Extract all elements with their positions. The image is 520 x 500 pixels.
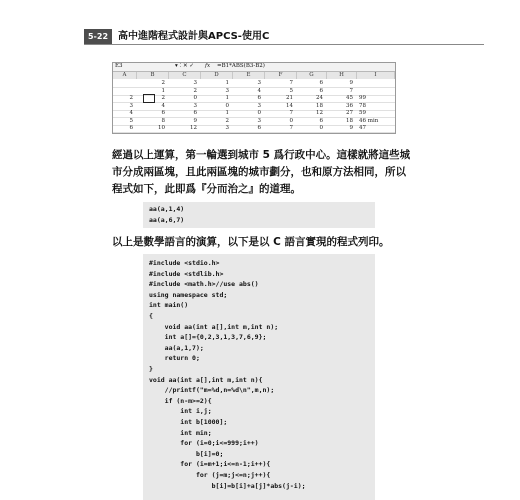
sheet-cell: 6 xyxy=(193,110,197,116)
paragraph-line: 市分成兩區塊，且此兩區塊的城市劃分，也和原方法相同，所以 xyxy=(112,166,406,178)
sheet-cell: 3 xyxy=(257,102,261,109)
sheet-cell xyxy=(359,88,391,95)
dropdown-arrow-icon: ▾ ⁚ ✕ ✓ xyxy=(175,63,194,69)
sheet-cell: 7 xyxy=(289,80,293,86)
sheet-cell: 0 xyxy=(193,95,197,101)
sheet-cell: 4 xyxy=(129,110,133,116)
column-header: I xyxy=(357,72,395,79)
sheet-cell xyxy=(115,88,133,95)
code-line: return 0; xyxy=(149,354,200,363)
code-line: int main() xyxy=(149,301,189,310)
sheet-cell: 1 xyxy=(225,110,229,116)
sheet-cell: 7 xyxy=(289,110,293,116)
sheet-cell: 6 xyxy=(319,87,323,94)
column-header: E xyxy=(233,72,265,79)
code-line: int min; xyxy=(149,428,212,437)
column-header: A xyxy=(113,72,137,79)
fx-icon: fx xyxy=(205,63,211,69)
code-line: for (i=m+1;i<=n-1;i++){ xyxy=(149,460,271,469)
page-number: 5-22 xyxy=(84,29,112,44)
sheet-cell: 3 xyxy=(257,80,261,86)
sheet-cell: 10 xyxy=(158,125,165,131)
code-line: if (n-m>=2){ xyxy=(149,396,212,405)
sheet-cell: 18 xyxy=(316,102,323,109)
sheet-cell: 3 xyxy=(193,102,197,109)
sheet-cell: 2 xyxy=(193,87,197,94)
sheet-cell: 6 xyxy=(257,95,261,101)
sheet-cell: 2 xyxy=(129,95,133,101)
sheet-cell: 0 xyxy=(225,102,229,109)
code-line: #include <math.h>//use abs() xyxy=(149,280,259,289)
code-line: void aa(int a[],int m,int n); xyxy=(149,322,279,331)
code-line: } xyxy=(149,365,153,373)
paragraph-line: 以上是數學語言的演算，以下是以 C 語言實現的程式列印。 xyxy=(112,236,390,248)
sheet-cell: 2 xyxy=(161,95,165,101)
code-line: int a[]={0,2,3,1,3,7,6,9}; xyxy=(149,333,267,342)
sheet-cell: 1 xyxy=(225,80,229,86)
sheet-cell: 12 xyxy=(190,125,197,131)
code-line: for (i=0;i<=999;i++) xyxy=(149,439,259,448)
sheet-cell: 2 xyxy=(161,80,165,86)
code-block-calls xyxy=(143,202,375,228)
column-header: F xyxy=(265,72,297,79)
sheet-cell: 14 xyxy=(286,102,293,109)
code-line: aa(a,1,4) xyxy=(149,205,185,213)
sheet-cell: 78 xyxy=(359,102,366,109)
code-line: aa(a,1,7); xyxy=(149,343,204,352)
paragraph-line: 程式如下，此即爲『分而治之』的道理。 xyxy=(112,183,301,195)
code-line: void aa(int a[],int m,int n){ xyxy=(149,375,263,384)
column-header: H xyxy=(327,72,357,79)
book-title: 高中進階程式設計與APCS-使用C xyxy=(118,31,270,42)
sheet-cell: 3 xyxy=(225,87,229,94)
code-block-program xyxy=(143,254,375,500)
sheet-cell: 3 xyxy=(225,125,229,131)
sheet-cell: 9 xyxy=(193,117,197,124)
code-line: #include <stdio.h> xyxy=(149,259,220,267)
sheet-cell xyxy=(115,80,133,87)
sheet-cell: 2 xyxy=(225,117,229,124)
sheet-cell: 5 xyxy=(289,87,293,94)
column-header: B xyxy=(137,72,169,79)
sheet-cell: 3 xyxy=(129,102,133,109)
sheet-cell: 6 xyxy=(257,125,261,131)
code-line: using namespace std; xyxy=(149,290,228,299)
sheet-cell: 45 xyxy=(346,95,353,101)
code-line: int i,j; xyxy=(149,407,212,416)
sheet-cell: 1 xyxy=(225,95,229,101)
column-header: G xyxy=(297,72,327,79)
sheet-cell: 7 xyxy=(289,125,293,131)
sheet-cell: 5 xyxy=(129,117,133,124)
sheet-cell: 6 xyxy=(319,80,323,86)
sheet-cell: 9 xyxy=(349,80,353,86)
sheet-cell: 46 min xyxy=(359,117,379,124)
sheet-cell: 1 xyxy=(161,87,165,94)
sheet-cell: 18 xyxy=(346,117,353,124)
code-line: b[i]=0; xyxy=(149,449,224,458)
sheet-cell: 0 xyxy=(257,110,261,116)
code-line: for (j=m;j<=n;j++){ xyxy=(149,471,271,479)
code-line: { xyxy=(149,312,153,320)
sheet-cell: 6 xyxy=(161,110,165,116)
code-line: b[i]=b[i]+a[j]*abs(j-i); xyxy=(149,481,306,490)
sheet-cell: 7 xyxy=(349,87,353,94)
sheet-cell: 36 xyxy=(346,102,353,109)
sheet-cell: 99 xyxy=(359,95,366,101)
sheet-cell: 4 xyxy=(257,87,261,94)
sheet-cell: 27 xyxy=(346,110,353,116)
sheet-cell: 6 xyxy=(319,117,323,124)
column-header: C xyxy=(169,72,201,79)
code-line: aa(a,6,7) xyxy=(149,216,185,224)
column-header: D xyxy=(201,72,233,79)
sheet-cell: 3 xyxy=(257,117,261,124)
code-line: int b[1000]; xyxy=(149,418,228,426)
formula-bar xyxy=(113,63,395,72)
sheet-cell: 8 xyxy=(161,117,165,124)
code-line: #include <stdlib.h> xyxy=(149,269,224,278)
sheet-cell: 24 xyxy=(316,95,323,101)
sheet-cell: 21 xyxy=(286,95,293,101)
name-box: E3 xyxy=(115,63,123,69)
sheet-cell: 59 xyxy=(359,110,366,116)
sheet-cell: 4 xyxy=(161,102,165,109)
sheet-cell xyxy=(359,80,391,87)
code-line: //printf("m=%d,n=%d\n",m,n); xyxy=(149,386,275,395)
selected-cell-outline xyxy=(143,94,155,103)
sheet-cell: 0 xyxy=(319,125,323,131)
sheet-cell: 12 xyxy=(316,110,323,116)
formula-text: =B1*ABS(B3-B2) xyxy=(217,63,265,69)
sheet-cell: 0 xyxy=(289,117,293,124)
row-gridline xyxy=(113,132,395,133)
sheet-cell: 6 xyxy=(129,125,133,131)
sheet-cell: 9 xyxy=(349,125,353,131)
sheet-cell: 47 xyxy=(359,125,366,131)
sheet-cell: 3 xyxy=(193,80,197,86)
spreadsheet-screenshot xyxy=(112,62,396,134)
paragraph-line: 經過以上運算，第一輪選到城市 5 爲行政中心。這樣就將這些城 xyxy=(112,149,411,161)
header-divider xyxy=(84,44,484,45)
